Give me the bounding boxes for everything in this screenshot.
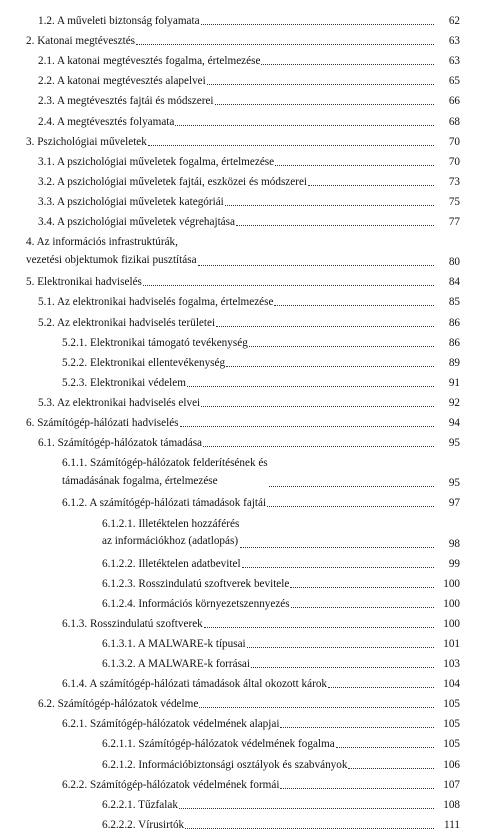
toc-page-number: 106: [443, 758, 460, 771]
toc-dot-leader: [179, 808, 434, 809]
toc-page-number: 77: [448, 216, 460, 229]
toc-page-number: 107: [443, 778, 460, 791]
toc-entry[interactable]: [0, 330, 494, 350]
toc-page-number: 108: [443, 798, 460, 811]
toc-entry[interactable]: [0, 430, 494, 450]
toc-entry-title: 2. Katonai megtévesztés: [26, 35, 136, 48]
toc-entry-title: 6.2.1.1. Számítógép-hálózatok védelmének fogalma: [102, 738, 335, 751]
toc-page-number: 99: [448, 557, 460, 570]
toc-dot-leader: [215, 104, 434, 105]
toc-dot-leader: [143, 285, 434, 286]
toc-entry-title: 4. Az információs infrastruktúrák, vezetési objektumok fizikai pusztítása: [26, 236, 197, 266]
toc-page-number: 100: [443, 577, 460, 590]
toc-page-number: 86: [448, 336, 460, 349]
toc-entry[interactable]: [0, 108, 494, 128]
toc-dot-leader: [280, 788, 434, 789]
toc-page-number: 68: [448, 115, 460, 128]
toc-dot-leader: [198, 265, 434, 266]
toc-entry[interactable]: [0, 129, 494, 149]
toc-dot-leader: [280, 727, 434, 728]
toc-page-number: 63: [448, 55, 460, 68]
toc-dot-leader: [274, 305, 434, 306]
toc-entry[interactable]: [0, 510, 494, 550]
toc-entry-title: 2.4. A megtévesztés folyamata: [38, 115, 175, 128]
toc-dot-leader: [136, 44, 434, 45]
toc-dot-leader: [201, 24, 434, 25]
table-of-contents: [0, 8, 494, 832]
toc-page-number: 80: [448, 256, 460, 269]
toc-page-number: 84: [448, 276, 460, 289]
toc-entry[interactable]: [0, 289, 494, 309]
toc-entry[interactable]: [0, 390, 494, 410]
toc-entry[interactable]: [0, 229, 494, 269]
toc-entry[interactable]: [0, 671, 494, 691]
toc-dot-leader: [185, 828, 434, 829]
toc-entry-title: 6.2.2.1. Tűzfalak: [102, 798, 178, 811]
toc-page-number: 62: [448, 15, 460, 28]
toc-entry-title: 6.2.2.2. Vírusirtók: [102, 818, 185, 831]
toc-entry[interactable]: [0, 792, 494, 812]
toc-dot-leader: [216, 326, 434, 327]
toc-entry[interactable]: [0, 450, 494, 490]
toc-entry[interactable]: [0, 812, 494, 832]
toc-entry[interactable]: [0, 269, 494, 289]
toc-entry[interactable]: [0, 68, 494, 88]
toc-entry-title: 6.1.4. A számítógép-hálózati támadások által okozott károk: [62, 678, 328, 691]
toc-page-number: 98: [448, 537, 460, 550]
toc-entry[interactable]: [0, 571, 494, 591]
toc-dot-leader: [148, 145, 434, 146]
toc-entry-title: 6.1.3. Rosszindulatú szoftverek: [62, 617, 203, 630]
toc-page-number: 104: [443, 678, 460, 691]
toc-page-number: 89: [448, 356, 460, 369]
toc-entry[interactable]: [0, 149, 494, 169]
toc-entry[interactable]: [0, 350, 494, 370]
toc-entry-title: 6.2.1.2. Információbiztonsági osztályok és szabványok: [102, 758, 348, 771]
toc-page-number: 101: [443, 638, 460, 650]
toc-dot-leader: [328, 687, 434, 688]
toc-entry-title: 3.2. A pszichológiai műveletek fajtái, eszközei és módszerei: [38, 175, 308, 188]
toc-page-number: 92: [448, 396, 460, 409]
toc-entry-title: 3.3. A pszichológiai műveletek kategóriái: [38, 195, 224, 208]
toc-entry-title: 2.2. A katonai megtévesztés alapelvei: [38, 75, 206, 88]
toc-page-number: 75: [448, 195, 460, 208]
toc-dot-leader: [269, 486, 434, 487]
toc-entry[interactable]: [0, 8, 494, 28]
toc-dot-leader: [275, 165, 434, 166]
toc-entry[interactable]: [0, 751, 494, 771]
toc-dot-leader: [251, 667, 434, 668]
toc-page-number: 70: [448, 155, 460, 168]
toc-page-number: 105: [443, 718, 460, 731]
toc-entry-title: 6.1.3.1. A MALWARE-k típusai: [102, 638, 246, 650]
toc-entry-title: 6.1.1. Számítógép-hálózatok felderítésének és támadásának fogalma, értelmezése: [62, 457, 268, 487]
toc-entry[interactable]: [0, 490, 494, 510]
toc-dot-leader: [204, 627, 434, 628]
toc-dot-leader: [261, 64, 434, 65]
toc-entry[interactable]: [0, 772, 494, 792]
toc-page-number: 63: [448, 35, 460, 48]
toc-entry[interactable]: [0, 209, 494, 229]
toc-entry[interactable]: [0, 731, 494, 751]
toc-entry-title: 6.1.3.2. A MALWARE-k forrásai: [102, 658, 251, 671]
toc-entry[interactable]: [0, 48, 494, 68]
toc-entry[interactable]: [0, 711, 494, 731]
toc-page-number: 95: [448, 477, 460, 490]
toc-page-number: 70: [448, 135, 460, 148]
toc-page-number: 111: [444, 818, 460, 831]
toc-dot-leader: [175, 125, 434, 126]
toc-dot-leader: [308, 185, 434, 186]
toc-dot-leader: [291, 607, 434, 608]
toc-entry-title: 5. Elektronikai hadviselés: [26, 276, 142, 289]
toc-dot-leader: [180, 426, 434, 427]
toc-entry[interactable]: [0, 591, 494, 611]
toc-dot-leader: [267, 506, 434, 507]
toc-page-number: 105: [443, 698, 460, 711]
toc-page-number: 100: [443, 597, 460, 610]
toc-page-number: 94: [448, 416, 460, 429]
toc-entry-title: 5.2.2. Elektronikai ellentevékenység: [62, 356, 226, 369]
toc-dot-leader: [187, 386, 434, 387]
toc-entry[interactable]: [0, 189, 494, 209]
toc-page-number: 91: [448, 376, 460, 389]
toc-dot-leader: [240, 547, 434, 548]
toc-entry-title: 6.2. Számítógép-hálózatok védelme: [38, 698, 199, 711]
toc-page-number: 97: [448, 497, 460, 510]
toc-entry-title: 5.2. Az elektronikai hadviselés területei: [38, 316, 216, 329]
toc-entry[interactable]: [0, 410, 494, 430]
toc-dot-leader: [207, 84, 434, 85]
toc-entry[interactable]: [0, 611, 494, 631]
toc-entry-title: 6.1. Számítógép-hálózatok támadása: [38, 437, 203, 450]
toc-entry-title: 6.2.1. Számítógép-hálózatok védelmének alapjai: [62, 718, 280, 731]
toc-entry[interactable]: [0, 169, 494, 189]
toc-entry-title: 6.1.2.2. Illetéktelen adatbevitel: [102, 557, 241, 570]
toc-dot-leader: [290, 587, 434, 588]
toc-entry[interactable]: [0, 631, 494, 651]
toc-entry-title: 6.2.2. Számítógép-hálózatok védelmének formái: [62, 778, 280, 791]
toc-entry-title: 2.1. A katonai megtévesztés fogalma, értelmezése: [38, 55, 261, 68]
toc-entry-title: 2.3. A megtévesztés fajtái és módszerei: [38, 95, 214, 108]
toc-entry-title: 6.1.2.3. Rosszindulatú szoftverek bevitele: [102, 577, 290, 590]
toc-entry[interactable]: [0, 551, 494, 571]
toc-dot-leader: [242, 567, 434, 568]
toc-entry-title: 6.1.2.1. Illetéktelen hozzáférés az információkhoz (adatlopás): [102, 517, 240, 548]
toc-entry-title: 5.3. Az elektronikai hadviselés elvei: [38, 396, 201, 409]
toc-entry-title: 6.1.2.4. Információs környezetszennyezés: [102, 597, 290, 610]
toc-page-number: 86: [448, 316, 460, 329]
toc-entry-title: 5.2.3. Elektronikai védelem: [62, 376, 186, 389]
toc-entry-title: 6. Számítógép-hálózati hadviselés: [26, 416, 179, 429]
toc-dot-leader: [226, 366, 434, 367]
toc-page-number: 85: [448, 296, 460, 309]
toc-entry-title: 3.1. A pszichológiai műveletek fogalma, értelmezése: [38, 155, 275, 168]
toc-dot-leader: [199, 707, 434, 708]
toc-entry-title: 3.4. A pszichológiai műveletek végrehajtása: [38, 216, 235, 229]
toc-page-number: 66: [448, 95, 460, 108]
toc-entry[interactable]: [0, 370, 494, 390]
toc-entry-title: 5.1. Az elektronikai hadviselés fogalma, értelmezése: [38, 296, 274, 309]
toc-entry-title: 1.2. A műveleti biztonság folyamata: [38, 15, 200, 28]
toc-dot-leader: [225, 205, 434, 206]
toc-entry-title: 6.1.2. A számítógép-hálózati támadások fajtái: [62, 497, 267, 510]
toc-page-number: 100: [443, 617, 460, 630]
toc-dot-leader: [336, 747, 434, 748]
toc-entry[interactable]: [0, 28, 494, 48]
toc-page-number: 103: [443, 658, 460, 671]
toc-entry[interactable]: [0, 309, 494, 329]
toc-page-number: 73: [448, 175, 460, 188]
toc-dot-leader: [203, 446, 434, 447]
toc-dot-leader: [348, 768, 434, 769]
toc-entry[interactable]: [0, 651, 494, 671]
toc-entry[interactable]: [0, 691, 494, 711]
toc-page-number: 105: [443, 738, 460, 751]
toc-entry[interactable]: [0, 88, 494, 108]
toc-entry-title: 3. Pszichológiai műveletek: [26, 135, 147, 148]
toc-page-number: 95: [448, 437, 460, 450]
toc-dot-leader: [201, 406, 434, 407]
toc-entry-title: 5.2.1. Elektronikai támogató tevékenység: [62, 336, 248, 349]
toc-page-number: 65: [448, 75, 460, 88]
toc-dot-leader: [247, 647, 434, 648]
toc-dot-leader: [236, 225, 434, 226]
toc-dot-leader: [249, 346, 434, 347]
